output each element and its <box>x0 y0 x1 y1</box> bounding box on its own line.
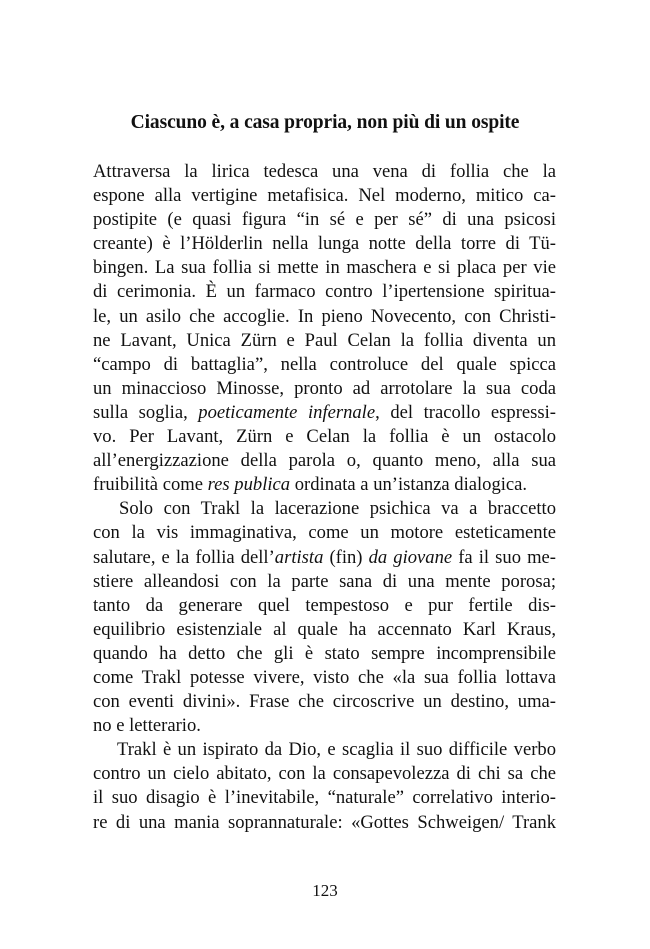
text-segment: stiere alleandosi con la parte sana di una mente porosa; <box>93 570 556 592</box>
italic-phrase: poeticamente infernale <box>198 401 376 423</box>
text-segment: sulla soglia, <box>93 401 199 423</box>
text-line <box>93 425 556 449</box>
text-segment: no e letterario. <box>93 715 201 737</box>
text-segment: all’energizzazione della parola o, quanto meno, alla sua <box>93 450 556 472</box>
text-line <box>93 208 556 232</box>
text-segment: le, un asilo che accoglie. In pieno Novecento, con Christi- <box>93 305 556 327</box>
text-line <box>93 521 556 545</box>
text-segment: equilibrio esistenziale al quale ha accennato Karl Kraus, <box>93 618 556 640</box>
text-line <box>93 401 556 425</box>
text-line <box>93 666 556 690</box>
text-line <box>93 738 556 762</box>
text-segment: ne Lavant, Unica Zürn e Paul Celan la follia diventa un <box>93 329 556 351</box>
text-segment: il suo disagio è l’inevitabile, “naturale” correlativo interio- <box>93 787 556 809</box>
text-line <box>93 714 556 738</box>
text-segment: con eventi divini». Frase che circoscrive un destino, uma- <box>93 691 556 713</box>
chapter-title: Ciascuno è, a casa propria, non più di un ospite <box>130 112 520 133</box>
page-number: 123 <box>312 881 338 900</box>
text-segment: quando ha detto che gli è stato sempre incomprensibile <box>93 642 556 664</box>
text-line <box>93 329 556 353</box>
text-segment: , del tracollo espressi- <box>375 401 556 423</box>
text-line <box>93 256 556 280</box>
text-line <box>93 280 556 304</box>
italic-phrase: da giovane <box>368 546 453 568</box>
text-line <box>93 184 556 208</box>
text-segment: Solo con Trakl la lacerazione psichica va a braccetto <box>119 498 556 520</box>
text-segment: bingen. La sua follia si mette in maschera e si placa per vie <box>93 257 556 279</box>
text-segment: Trakl è un ispirato da Dio, e scaglia il suo difficile verbo <box>117 739 556 761</box>
text-segment: salutare, e la follia dell’ <box>93 546 275 568</box>
text-line <box>93 762 556 786</box>
text-line <box>93 570 556 594</box>
text-line <box>93 811 556 835</box>
body-text <box>93 160 556 835</box>
text-line <box>93 305 556 329</box>
text-line <box>93 690 556 714</box>
text-line <box>93 497 556 521</box>
text-segment: fruibilità come <box>93 474 208 496</box>
text-line <box>93 377 556 401</box>
text-segment: con la vis immaginativa, come un motore esteticamente <box>93 522 556 544</box>
text-line <box>93 618 556 642</box>
text-segment: postipite (e quasi figura “in sé e per sé” di una psicosi <box>93 209 556 231</box>
text-line <box>93 594 556 618</box>
italic-phrase: res publica <box>207 474 291 496</box>
text-segment: di cerimonia. È un farmaco contro l’ipertensione spiritua- <box>93 281 556 303</box>
text-line <box>93 353 556 377</box>
text-line <box>93 786 556 810</box>
italic-phrase: artista <box>274 546 324 568</box>
text-line <box>93 449 556 473</box>
text-line <box>93 232 556 256</box>
text-segment: contro un cielo abitato, con la consapevolezza di chi sa che <box>93 763 556 785</box>
text-segment: re di una mania soprannaturale: «Gottes Schweigen/ Trank <box>93 811 556 833</box>
text-segment: fa il suo me- <box>452 546 556 568</box>
text-segment: come Trakl potesse vivere, visto che «la sua follia lottava <box>93 666 556 688</box>
text-segment: (fin) <box>323 546 369 568</box>
text-segment: creante) è l’Hölderlin nella lunga notte della torre di Tü- <box>93 233 556 255</box>
text-segment: “campo di battaglia”, nella controluce del quale spicca <box>93 353 556 375</box>
text-segment: ordinata a un’istanza dialogica. <box>290 474 528 496</box>
text-line <box>93 473 556 497</box>
text-line <box>93 642 556 666</box>
text-segment: espone alla vertigine metafisica. Nel moderno, mitico ca- <box>93 185 556 207</box>
text-line <box>93 160 556 184</box>
text-segment: vo. Per Lavant, Zürn e Celan la follia è un ostacolo <box>93 426 556 448</box>
text-segment: un minaccioso Minosse, pronto ad arrotolare la sua coda <box>93 377 556 399</box>
text-segment: Attraversa la lirica tedesca una vena di follia che la <box>93 161 556 182</box>
text-segment: tanto da generare quel tempestoso e pur fertile dis- <box>93 594 556 616</box>
text-line <box>93 546 556 570</box>
